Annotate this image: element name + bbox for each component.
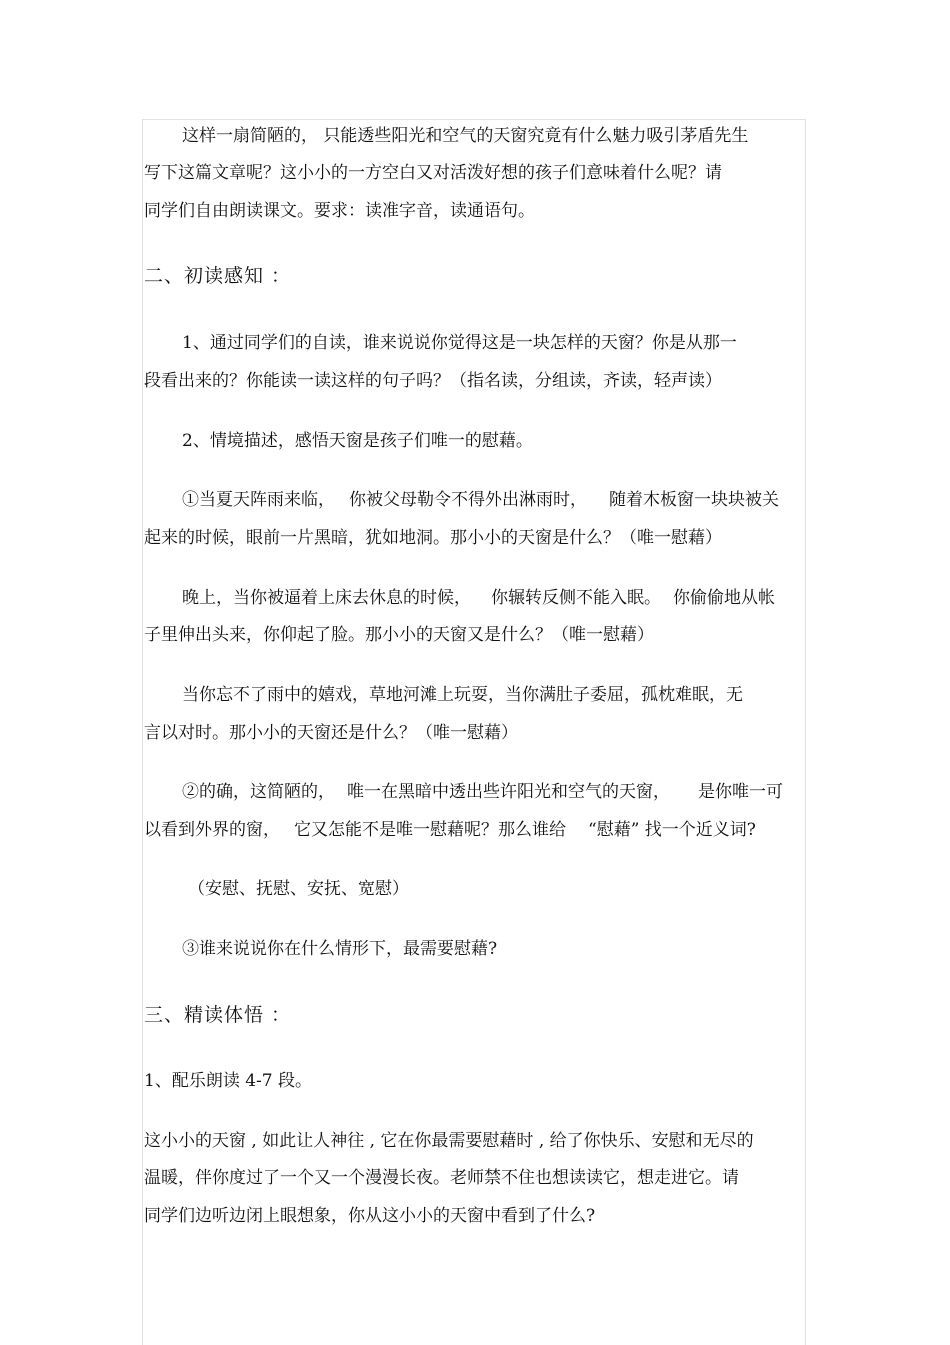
s2-p3-line-1 bbox=[182, 490, 779, 510]
s2-p1-line-1: 1、通过同学们的自读，谁来说说你觉得这是一块怎样的天窗？你是从那一 bbox=[182, 333, 737, 353]
s2-p4-line-2: 子里伸出头来，你仰起了脸。那小小的天窗又是什么？（唯一慰藉） bbox=[144, 625, 654, 645]
s2-p4-seg-a: 晚上，当你被逼着上床去休息的时候， bbox=[182, 588, 471, 608]
s2-p7: （安慰、抚慰、安抚、宽慰） bbox=[188, 879, 409, 899]
s2-p3-seg-b: 你被父母勒令不得外出淋雨时， bbox=[349, 490, 587, 510]
intro-line-1: 这样一扇简陋的， 只能透些阳光和空气的天窗究竟有什么魅力吸引茅盾先生 bbox=[182, 126, 749, 146]
s2-p6-seg-f: “慰藉” 找一个近义词? bbox=[588, 820, 756, 840]
s2-p5-line-1: 当你忘不了雨中的嬉戏，草地河滩上玩耍，当你满肚子委屈，孤枕难眠，无 bbox=[182, 685, 743, 705]
s2-p6-seg-e: 它又怎能不是唯一慰藉呢？那么谁给 bbox=[294, 820, 566, 840]
s2-p3-line-2: 起来的时候，眼前一片黑暗，犹如地洞。那小小的天窗是什么？（唯一慰藉） bbox=[144, 528, 722, 548]
s3-p2-line-3: 同学们边听边闭上眼想象，你从这小小的天窗中看到了什么? bbox=[144, 1206, 596, 1226]
s3-p2-line-1: 这小小的天窗 , 如此让人神往 , 它在你最需要慰藉时 , 给了你快乐、安慰和无尽的 bbox=[144, 1131, 754, 1151]
section-2-heading: 二、初读感知 ： bbox=[144, 265, 292, 287]
s3-p2-line-2: 温暖，伴你度过了一个又一个漫漫长夜。老师禁不住也想读读它，想走进它。请 bbox=[144, 1168, 739, 1188]
s2-p6-line-2 bbox=[144, 820, 756, 840]
s2-p2: 2、情境描述，感悟天窗是孩子们唯一的慰藉。 bbox=[182, 431, 533, 451]
intro-line-2: 写下这篇文章呢？这小小的一方空白又对活泼好想的孩子们意味着什么呢？请 bbox=[144, 163, 722, 183]
s3-p1: 1、配乐朗读 4-7 段。 bbox=[144, 1071, 312, 1091]
s2-p5-line-2: 言以对时。那小小的天窗还是什么？（唯一慰藉） bbox=[144, 723, 518, 743]
section-3-heading: 三、精读体悟 ： bbox=[144, 1004, 292, 1026]
s2-p3-seg-c: 随着木板窗一块块被关 bbox=[609, 490, 779, 510]
s2-p6-seg-b: 唯一在黑暗中透出些许阳光和空气的天窗， bbox=[347, 782, 670, 802]
s2-p6-seg-a: ②的确，这简陋的， bbox=[182, 782, 335, 802]
s2-p4-seg-b: 你辗转反侧不能入眠。 bbox=[491, 588, 661, 608]
s2-p3-seg-a: ①当夏天阵雨来临， bbox=[182, 490, 335, 510]
s2-p8: ③谁来说说你在什么情形下，最需要慰藉? bbox=[182, 939, 498, 959]
s2-p1-line-2: 段看出来的？你能读一读这样的句子吗？（指名读，分组读，齐读，轻声读） bbox=[144, 371, 722, 391]
s2-p6-line-1 bbox=[182, 782, 783, 802]
s2-p6-seg-d: 以看到外界的窗， bbox=[144, 820, 280, 840]
s2-p4-line-1 bbox=[182, 588, 775, 608]
s2-p6-seg-c: 是你唯一可 bbox=[698, 782, 783, 802]
s2-p4-seg-c: 你偷偷地从帐 bbox=[673, 588, 775, 608]
intro-line-3: 同学们自由朗读课文。要求：读准字音，读通语句。 bbox=[144, 201, 535, 221]
